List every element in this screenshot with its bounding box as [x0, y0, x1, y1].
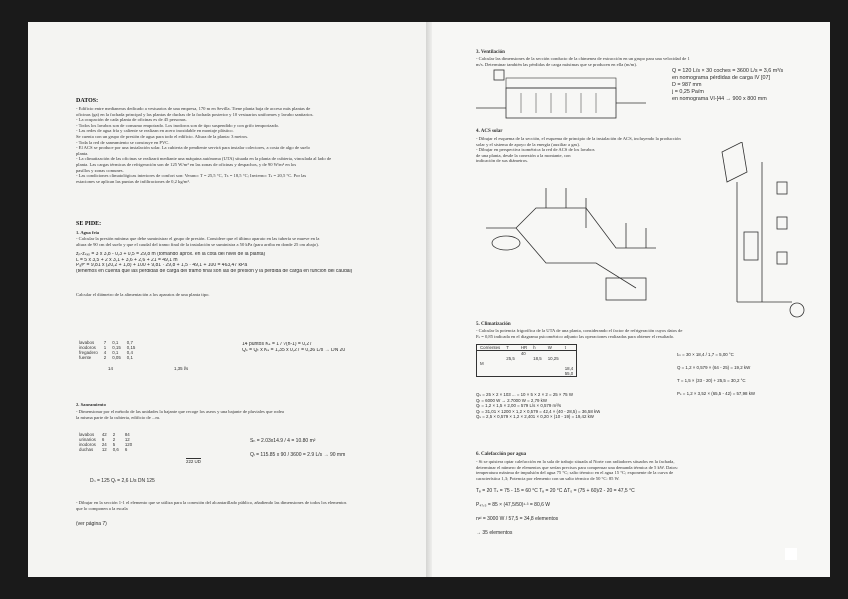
data-line: - La ocupación de cada planta de oficinas es de 45 personas. — [76, 117, 187, 123]
table-cell — [518, 371, 530, 377]
table-cell: lavabos — [79, 340, 95, 345]
statement-line: altura de 90 cm del suelo y que el caudal del tramo final de la instalación se suministra a 50 kPa (para arriba en donde 25 cm abajo). — [76, 241, 319, 247]
statement-line: - Calcular la presión mínima que debe suministrar el grupo de presión. Considere que el último aparato en las tubería se mueve en la — [76, 236, 320, 241]
calc-line: zₚ-zₛₓₓ = 3 x 3,8 - 0,3 + 0,5 = 29,8 m (tomando aprox. en la cota del nivel de la planta) — [76, 252, 266, 257]
calc-line: L = 5 x 3,5 + 2 x 3,1 + 3,6 + 2,6 + 21 = 49,1 m — [76, 257, 178, 263]
table-cell: 40 — [520, 351, 526, 356]
table-cell: 0,1 — [112, 350, 119, 355]
data-line: - Las redes de agua fría y caliente se realizan en acero inoxidable en montaje plástico. — [76, 128, 234, 134]
acs-schematic-sketch — [702, 142, 812, 322]
table-cell: 6 — [101, 437, 105, 442]
calc-line: Sₕ = 2.03x14.9 / 4 = 10.80 m² — [250, 438, 316, 444]
statement-line: la misma parte de la cubierta, edificio de ...m. — [76, 414, 161, 420]
section-5-text — [476, 328, 826, 339]
table-cell: 25,5 — [506, 356, 515, 361]
table-header-cell: Corrientes — [477, 345, 504, 351]
section-5-right-calculation — [677, 348, 755, 400]
section-5-title: 5. Climatización — [476, 322, 511, 327]
section-2-title: 2. Saneamiento — [76, 402, 106, 407]
section-6-title: 6. Calefacción por agua — [476, 452, 527, 457]
table-cell: 2 — [112, 432, 116, 437]
table-cell: 0,15 — [112, 345, 121, 350]
table-cell: duchas — [79, 447, 94, 452]
calc-line: en nomograma pérdidas de carga IV [07] — [672, 75, 770, 81]
calc-line: nᵉˡ = 3000 W / 57,5 = 34,8 elementos — [476, 516, 559, 522]
table-cell: 10,25 — [547, 356, 559, 361]
table-cell: 42 — [101, 432, 107, 437]
left-page — [28, 22, 426, 577]
table-header-cell: h — [530, 345, 545, 351]
table-cell: 7 — [103, 340, 107, 345]
table-header-cell: T — [503, 345, 518, 351]
table-cell: 18,5 — [533, 356, 542, 361]
calc-line: Pₛ = 1,2 × 3,52 × (65,5 - 42) = 57,98 kW — [677, 391, 756, 396]
data-line: - Todos los lavabos son de consumo empotrado. Los inodoros son de tipo suspendido y con grifo temporizado. — [76, 122, 280, 128]
calc-line: Qₗ = 1,2 × 1,5 × 2,00 = 579 L/s × 0,579 m³/s — [476, 403, 562, 409]
calc-line: Qₛ = 25 × 2 × 103 ... = 10 × 5 × 2 × 2 = 25 × 75 W — [476, 392, 573, 397]
calc-line: Q = 1,2 × 0,579 × (64 - 25) = 19,2 kW — [677, 365, 751, 370]
statement-line: - Si se quisiera optar calefacción en la sala de trabajo situada al Norte con radiadores situados en la fachada, — [476, 459, 675, 464]
table2-calculation — [250, 434, 345, 462]
psychrometric-table — [476, 344, 577, 377]
section-3-text — [476, 56, 824, 67]
table-cell: 0,1 — [112, 340, 119, 345]
data-line: pasillos y zonas comunes. — [76, 167, 124, 173]
statement-line: que lo componen a la escala — [76, 505, 128, 511]
section-1-title: 1. Agua fría — [76, 230, 100, 235]
table-cell: 0,1 — [126, 355, 133, 360]
ventilation-sketch — [476, 68, 651, 130]
table-cell: 1 — [103, 345, 107, 350]
section-1-subtask: Calcular el diámetro de la alimentación a los aparatos de una planta tipo. — [76, 292, 210, 297]
calc-line: Tₑ = 20 Tₛ = 75 - 15 = 60 °C Tₑ = 20 °C ΔT₀ = (75 + 60)/2 - 20 = 47,5 °C — [476, 488, 635, 494]
calc-line: T = 1,5 × (33 - 20) + 25,5 = 30,2 °C — [677, 378, 746, 383]
statement-line: - Dibujar en perspectiva isométrica la red de ACS de los lavabos — [476, 147, 595, 153]
table-header-cell: HR — [518, 345, 530, 351]
table-cell: 6 — [124, 447, 128, 452]
calc-line: D = 987 mm — [672, 82, 702, 88]
table-cell: inodoros — [79, 442, 96, 447]
table-cell: 120 — [124, 442, 133, 447]
datos-heading: DATOS: — [76, 98, 99, 104]
table-cell — [530, 371, 545, 377]
data-line: - Las condiciones climatológicas interiores de confort son: Verano: T = 25,5 °C, Tₕ = 18,5 °C; Invierno: Tₛ = 20,5 °C. Por las — [76, 173, 307, 179]
se-pide-heading: SE PIDE: — [76, 221, 102, 227]
calc-line: 14 puntos Kₛ = 1 / √(n-1) = 0,27 — [242, 342, 312, 347]
calc-line: → 35 elementos — [476, 530, 513, 536]
section-2-subtask — [76, 500, 421, 511]
data-line: Se cuenta con un grupo de presión de agua para todo el edificio. Altura de la planta: 3 metros. — [76, 133, 249, 139]
statement-line: temperatura máxima de impulsión del agua 75 °C; salto térmico en el agua 15 °C; exponente de la curva de — [476, 470, 674, 476]
table-cell — [477, 371, 504, 377]
calc-line: Qₛ = Qₜ x Kₛ = 1,35 x 0,27 = 0,36 L/s → DN 20 — [242, 347, 346, 353]
data-line: - La climatización de las oficinas se realizará mediante una máquina autónoma (UTA) situada en la planta de cubierta, vinculada al lado de — [76, 156, 332, 162]
table-cell — [545, 371, 562, 377]
table-cell — [503, 371, 518, 377]
calc-line: en nomograma VI-[44 → 900 x 800 mm — [672, 96, 767, 102]
datos-list — [76, 106, 421, 184]
statement-line: característica 1,3; Potencia por elemento con un salto térmico de 50 °C: 85 W. — [476, 475, 620, 481]
data-line: oficinas (ga) en la fachada principal y las plantas de duchas de la fachada posterior y 10 vestuarios uniformes y lavabo sanitarios. — [76, 111, 314, 117]
section-1-calculation — [76, 252, 421, 274]
calc-line: j = 0,25 Pa/m — [672, 89, 704, 95]
calc-line: Q = 120 L/s × 30 coches = 3600 L/s = 3,6 m³/s — [672, 68, 784, 74]
section-4-title: 4. ACS solar — [476, 129, 503, 134]
table-row — [76, 355, 138, 360]
table-cell: lavabos — [79, 432, 95, 437]
calc-line: tₘ = 30 × 18,4 / 1,7 = 5,00 °C — [677, 352, 734, 357]
fixtures-table-1 — [76, 340, 189, 371]
table-cell: 0,6 — [112, 447, 119, 452]
table-cell: fuente — [79, 355, 92, 360]
statement-line: - Dibujar en la sección 1-1 el elemento que se utiliza para la conexión del alcantarillado público, añadiendo las dimensiones de todos los elementos — [76, 500, 347, 505]
table-cell: 0,15 — [126, 345, 136, 350]
table-cell: 55,0 — [564, 371, 574, 376]
statement-line: determinar el número de elementos que serían precisos para compensar una demanda térmica de 5 kW. Datos: — [476, 464, 679, 470]
table-cell: 84 — [124, 432, 130, 437]
table-cell: 0,05 — [112, 355, 121, 360]
section-2-text — [76, 409, 421, 420]
statement-line: - Dimensionar por el método de las unidades la bajante que recoge los aseos y una bajante de pluviales que rodea — [76, 409, 284, 414]
statement-line: solar y el sistema de apoyo de la energía (auxiliar a gas). — [476, 141, 581, 147]
calc-line: P₄₇,₅ = 85 × (47,5/50)¹·³ = 80,6 W — [476, 502, 551, 508]
calc-line: Qₗ = 115.85 x 90 / 3600 = 2.9 L/s → 90 mm — [250, 452, 346, 458]
table-header-cell: W — [545, 345, 562, 351]
table-cell: 0,4 — [126, 350, 133, 355]
statement-line: m/s. Determinar también las pérdidas de carga máximas que se producen en ella (m/m). — [476, 61, 638, 67]
calc-line: Qₗ = 31,01 × 1200 × 1,2 × 0,579 = 42,4 × (40 - 28,5) = 36,58 kW — [476, 408, 601, 414]
table-header-cell: t — [562, 345, 577, 351]
table1-total-flow: 1,35 l/s — [174, 366, 189, 371]
table-row — [477, 371, 577, 377]
table1-total-count: 14 — [108, 366, 113, 371]
table-cell: 5 — [112, 442, 116, 447]
data-line: estaciones se aplican las puntas de infiltraciones de 0,2 kg/m². — [76, 178, 191, 184]
calc-line: Pₐᵍᴾ = 9,81 x (20,2 + 1,8) + 100 + 9,81 · 29,8 + 1,5 · 49,1 + 100 = 463,47 kPa — [76, 263, 248, 269]
scan-corner-mark — [785, 548, 797, 560]
data-line: planta. — [76, 150, 89, 156]
table-cell: 24 — [101, 442, 107, 447]
table-cell: fregadero — [79, 350, 98, 355]
table-cell: 2 — [103, 355, 107, 360]
section-3-calculation — [672, 68, 783, 103]
section-6-calculation — [476, 484, 635, 540]
fixtures-table-2 — [76, 432, 201, 464]
calc-line: Qₛ = 2,5 × 0,579 × 1,2 × 2,401 × 0,20 × (10 - 19) = 19,42 kW — [476, 414, 594, 420]
table-cell: 2 — [112, 437, 116, 442]
data-line: - Toda la red de saneamiento se construye en PVC. — [76, 139, 170, 145]
table2-total: 222 UD — [186, 459, 201, 464]
statement-line: de una planta, desde la conexión a la montante, con — [476, 152, 571, 158]
statement-line: - Calcular las dimensiones de la sección conducto de la chimenea de extracción en un grupo para una velocidad de 1 — [476, 56, 690, 61]
table-row — [76, 447, 135, 452]
statement-line: - Dibujar el esquema de la sección, el esquema de principio de la instalación de ACS, incluyendo la producción — [476, 136, 681, 141]
table1-calculation — [242, 342, 345, 353]
table-cell: 0,7 — [126, 340, 133, 345]
see-page-note: (ver página 7) — [76, 521, 107, 527]
section-5-calculation — [476, 392, 600, 420]
right-page — [432, 22, 830, 577]
table-cell: urinarios — [79, 437, 96, 442]
section-6-text — [476, 459, 826, 481]
table-cell: 4 — [103, 350, 107, 355]
table-cell: 18,4 — [564, 366, 574, 371]
acs-solar-sketch — [476, 168, 696, 318]
data-line: - Edificio entre medianeras dedicado a vestuarios de una empresa, 170 m en Sevilla. Tiene planta baja de acceso más plantas de — [76, 106, 311, 111]
calc-line: Qₗ = 6000 W → 2.7000 W = 2,79 kW — [476, 397, 548, 403]
table-cell: 12 — [101, 447, 107, 452]
statement-line: Fₛ = 0,85 indicada en el diagrama psicométrico adjunto las operaciones realizadas para obtener el resultado. — [476, 333, 675, 339]
table-cell: M — [480, 361, 484, 366]
statement-line: indicación de sus diámetros. — [476, 158, 529, 164]
data-line: planta. Las cargas térmicas de refrigeración son de 125 W/m² en las zonas de oficinas y despachos, y de 90 W/m² en los — [76, 161, 297, 167]
dn-result: Dₙ = 125 Qₗ = 2,6 L/s DN 125 — [90, 478, 155, 484]
statement-line: - Calcular la potencia frigorífica de la UTA de una planta, considerando el factor de refrigeración cuyos datos de — [476, 328, 683, 333]
data-line: - El ACS se produce por una instalación solar. La cubierta de pendiente servirá para instalar colectores, a costa de algo de suelo — [76, 145, 310, 151]
section-1-text — [76, 236, 421, 247]
calc-line: (tenemos en cuenta que las pérdidas de carga del tramo final son las de presión y la pérdida de carga en función del caudal) — [76, 268, 353, 274]
section-3-title: 3. Ventilación — [476, 50, 505, 55]
table-cell: 12 — [124, 437, 130, 442]
table-cell: inodoros — [79, 345, 96, 350]
